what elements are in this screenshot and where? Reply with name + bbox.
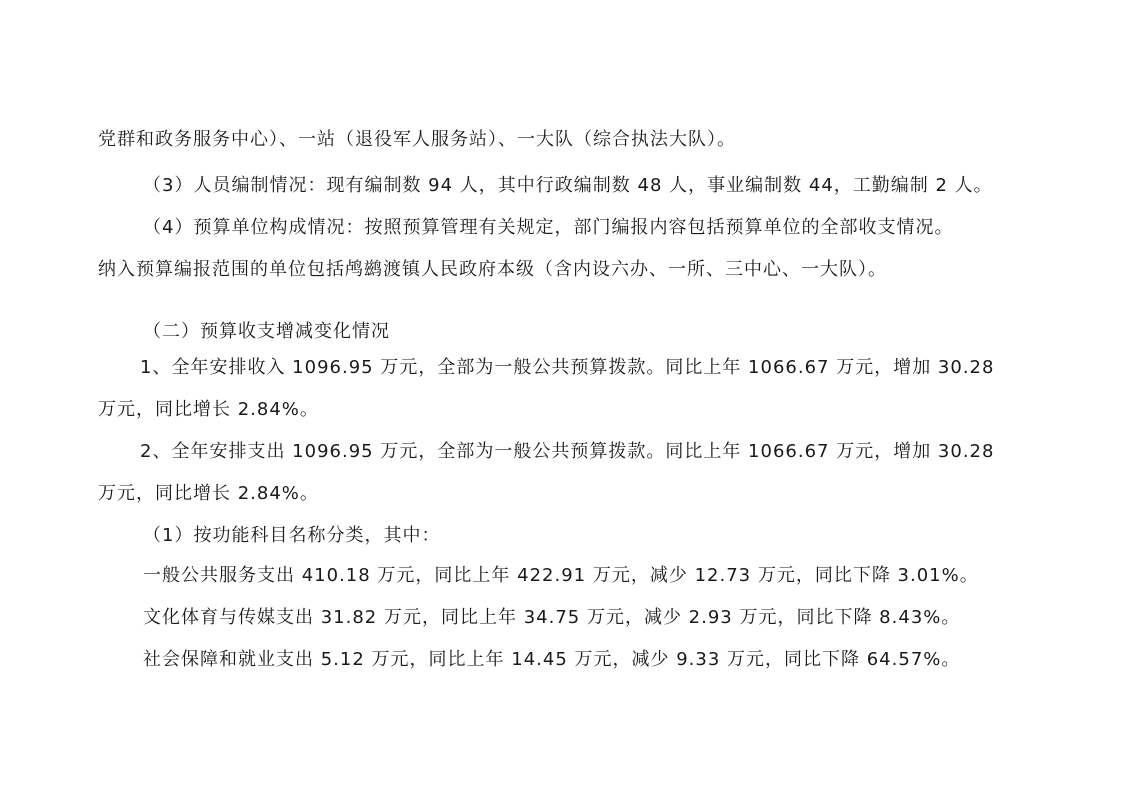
paragraph-line: （4）预算单位构成情况：按照预算管理有关规定，部门编报内容包括预算单位的全部收支情况。 (143, 217, 954, 238)
paragraph-line: 万元，同比增长 2.84%。 (98, 483, 319, 504)
paragraph-line: 纳入预算编报范围的单位包括鸬鹚渡镇人民政府本级（含内设六办、一所、三中心、一大队）。 (98, 259, 887, 280)
paragraph-line: 万元，同比增长 2.84%。 (98, 399, 319, 420)
paragraph-line: 社会保障和就业支出 5.12 万元，同比上年 14.45 万元，减少 9.33 万元，同比下降 64.57%。 (143, 649, 961, 670)
paragraph-line: （1）按功能科目名称分类，其中： (143, 525, 441, 546)
paragraph-line: 一般公共服务支出 410.18 万元，同比上年 422.91 万元，减少 12.73 万元，同比下降 3.01%。 (143, 565, 979, 586)
section-heading: （二）预算收支增减变化情况 (143, 321, 390, 342)
paragraph-line: 党群和政务服务中心）、一站（退役军人服务站）、一大队（综合执法大队）。 (98, 129, 736, 150)
paragraph-line: 文化体育与传媒支出 31.82 万元，同比上年 34.75 万元，减少 2.93 万元，同比下降 8.43%。 (143, 607, 961, 628)
paragraph-line: （3）人员编制情况：现有编制数 94 人，其中行政编制数 48 人，事业编制数 44，工勤编制 2 人。 (143, 175, 993, 196)
paragraph-line: 1、全年安排收入 1096.95 万元，全部为一般公共预算拨款。同比上年 1066.67 万元，增加 30.28 (140, 357, 995, 378)
paragraph-line: 2、全年安排支出 1096.95 万元，全部为一般公共预算拨款。同比上年 1066.67 万元，增加 30.28 (140, 441, 995, 462)
